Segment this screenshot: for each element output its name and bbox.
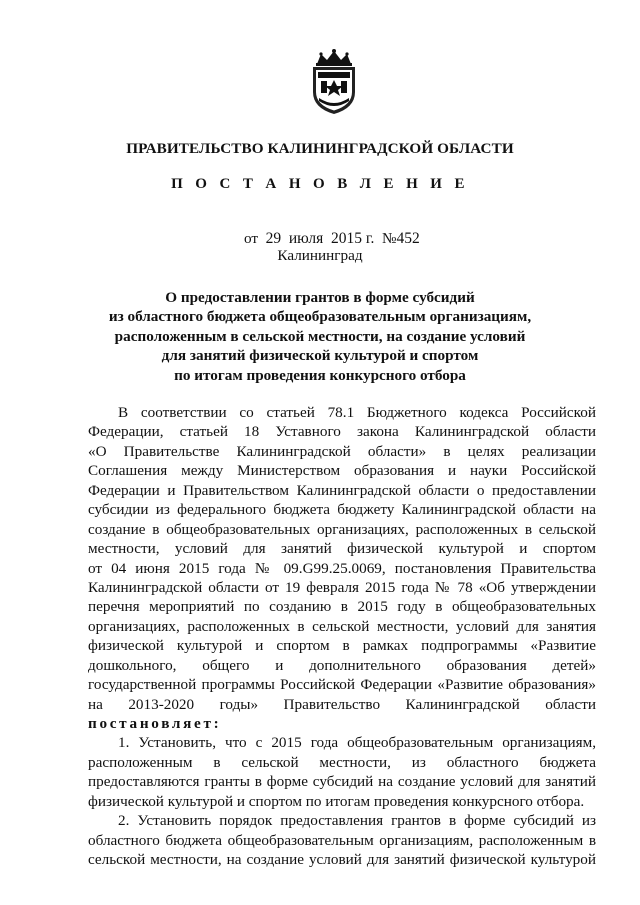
body-line: физической культурой и спортом в рамках подпрограммы «Развитие (88, 637, 596, 655)
title-line: по итогам проведения конкурсного отбора (174, 366, 466, 384)
title-line: О предоставлении грантов в форме субсидий (165, 289, 475, 306)
number-sign: № (381, 230, 397, 247)
coat-of-arms-emblem (303, 48, 365, 116)
document-type: П О С Т А Н О В Л Е Н И Е (171, 176, 469, 192)
body-line: от 04 июня 2015 года № 09.G99.25.0069, постановления Правительства (88, 559, 596, 577)
body-line: дошкольного, общего и дополнительного образования детей» (88, 656, 596, 674)
body-line: на 2013-2020 годы» Правительство Калининградской области (88, 695, 596, 713)
body-line: предоставляются гранты в форме субсидий на создание условий для занятий (88, 773, 596, 791)
body-line: государственной программы Российской Федерации «Развитие образования» (88, 676, 596, 694)
body-line: перечня мероприятий по созданию в 2015 году в общеобразовательных (88, 598, 596, 616)
body-line: субсидии из федерального бюджета бюджету Калининградской области на (88, 501, 596, 519)
body-line: В соответствии со статьей 78.1 Бюджетного кодекса Российской (118, 404, 596, 421)
body-line: организациях, расположенных в сельской местности, условий для занятия (88, 617, 596, 635)
body-line: «О Правительстве Калининградской области» в целях реализации (88, 442, 596, 460)
date-line (244, 230, 420, 248)
body-line: областного бюджета общеобразовательным организациям, расположенным в (88, 831, 596, 849)
body-line: Федерации, статьей 18 Уставного закона Калининградской области (88, 423, 596, 441)
body-line: 2. Установить порядок предоставления грантов в форме субсидий из (118, 812, 596, 830)
government-name: ПРАВИТЕЛЬСТВО КАЛИНИНГРАДСКОЙ ОБЛАСТИ (126, 140, 514, 157)
body-line: физической культурой и спортом по итогам проведения конкурсного отбора. (88, 792, 585, 810)
decree-resolves-word: постановляет: (88, 715, 222, 732)
document-city: Калининград (277, 247, 363, 264)
body-line: расположенным в сельской местности, из областного бюджета (88, 753, 596, 771)
body-line: создание в общеобразовательных организациях, расположенных в сельской (88, 520, 596, 538)
title-line: расположенным в сельской местности, на создание условий (114, 327, 526, 345)
title-line: из областного бюджета общеобразовательным организациям, (108, 308, 532, 326)
date-prefix: от (244, 230, 259, 247)
document-body (88, 403, 596, 870)
title-line: для занятий физической культурой и спортом (161, 347, 479, 365)
document-date: 29 июля 2015 г. (265, 230, 375, 247)
body-line: Федерации и Правительством Калининградской области о предоставлении (88, 481, 596, 499)
body-line: Калининградской области от 19 февраля 2015 года № 78 «Об утверждении (88, 578, 596, 596)
document-title (0, 288, 640, 385)
body-line: местности, условий для занятий физической культурой и спортом (88, 540, 596, 558)
body-line: сельской местности, на создание условий для занятий физической культурой (88, 851, 596, 869)
document-number: 452 (396, 230, 420, 247)
body-line: Соглашения между Министерством образования и науки Российской (88, 462, 596, 480)
body-line: 1. Установить, что с 2015 года общеобразовательным организациям, (118, 734, 596, 752)
